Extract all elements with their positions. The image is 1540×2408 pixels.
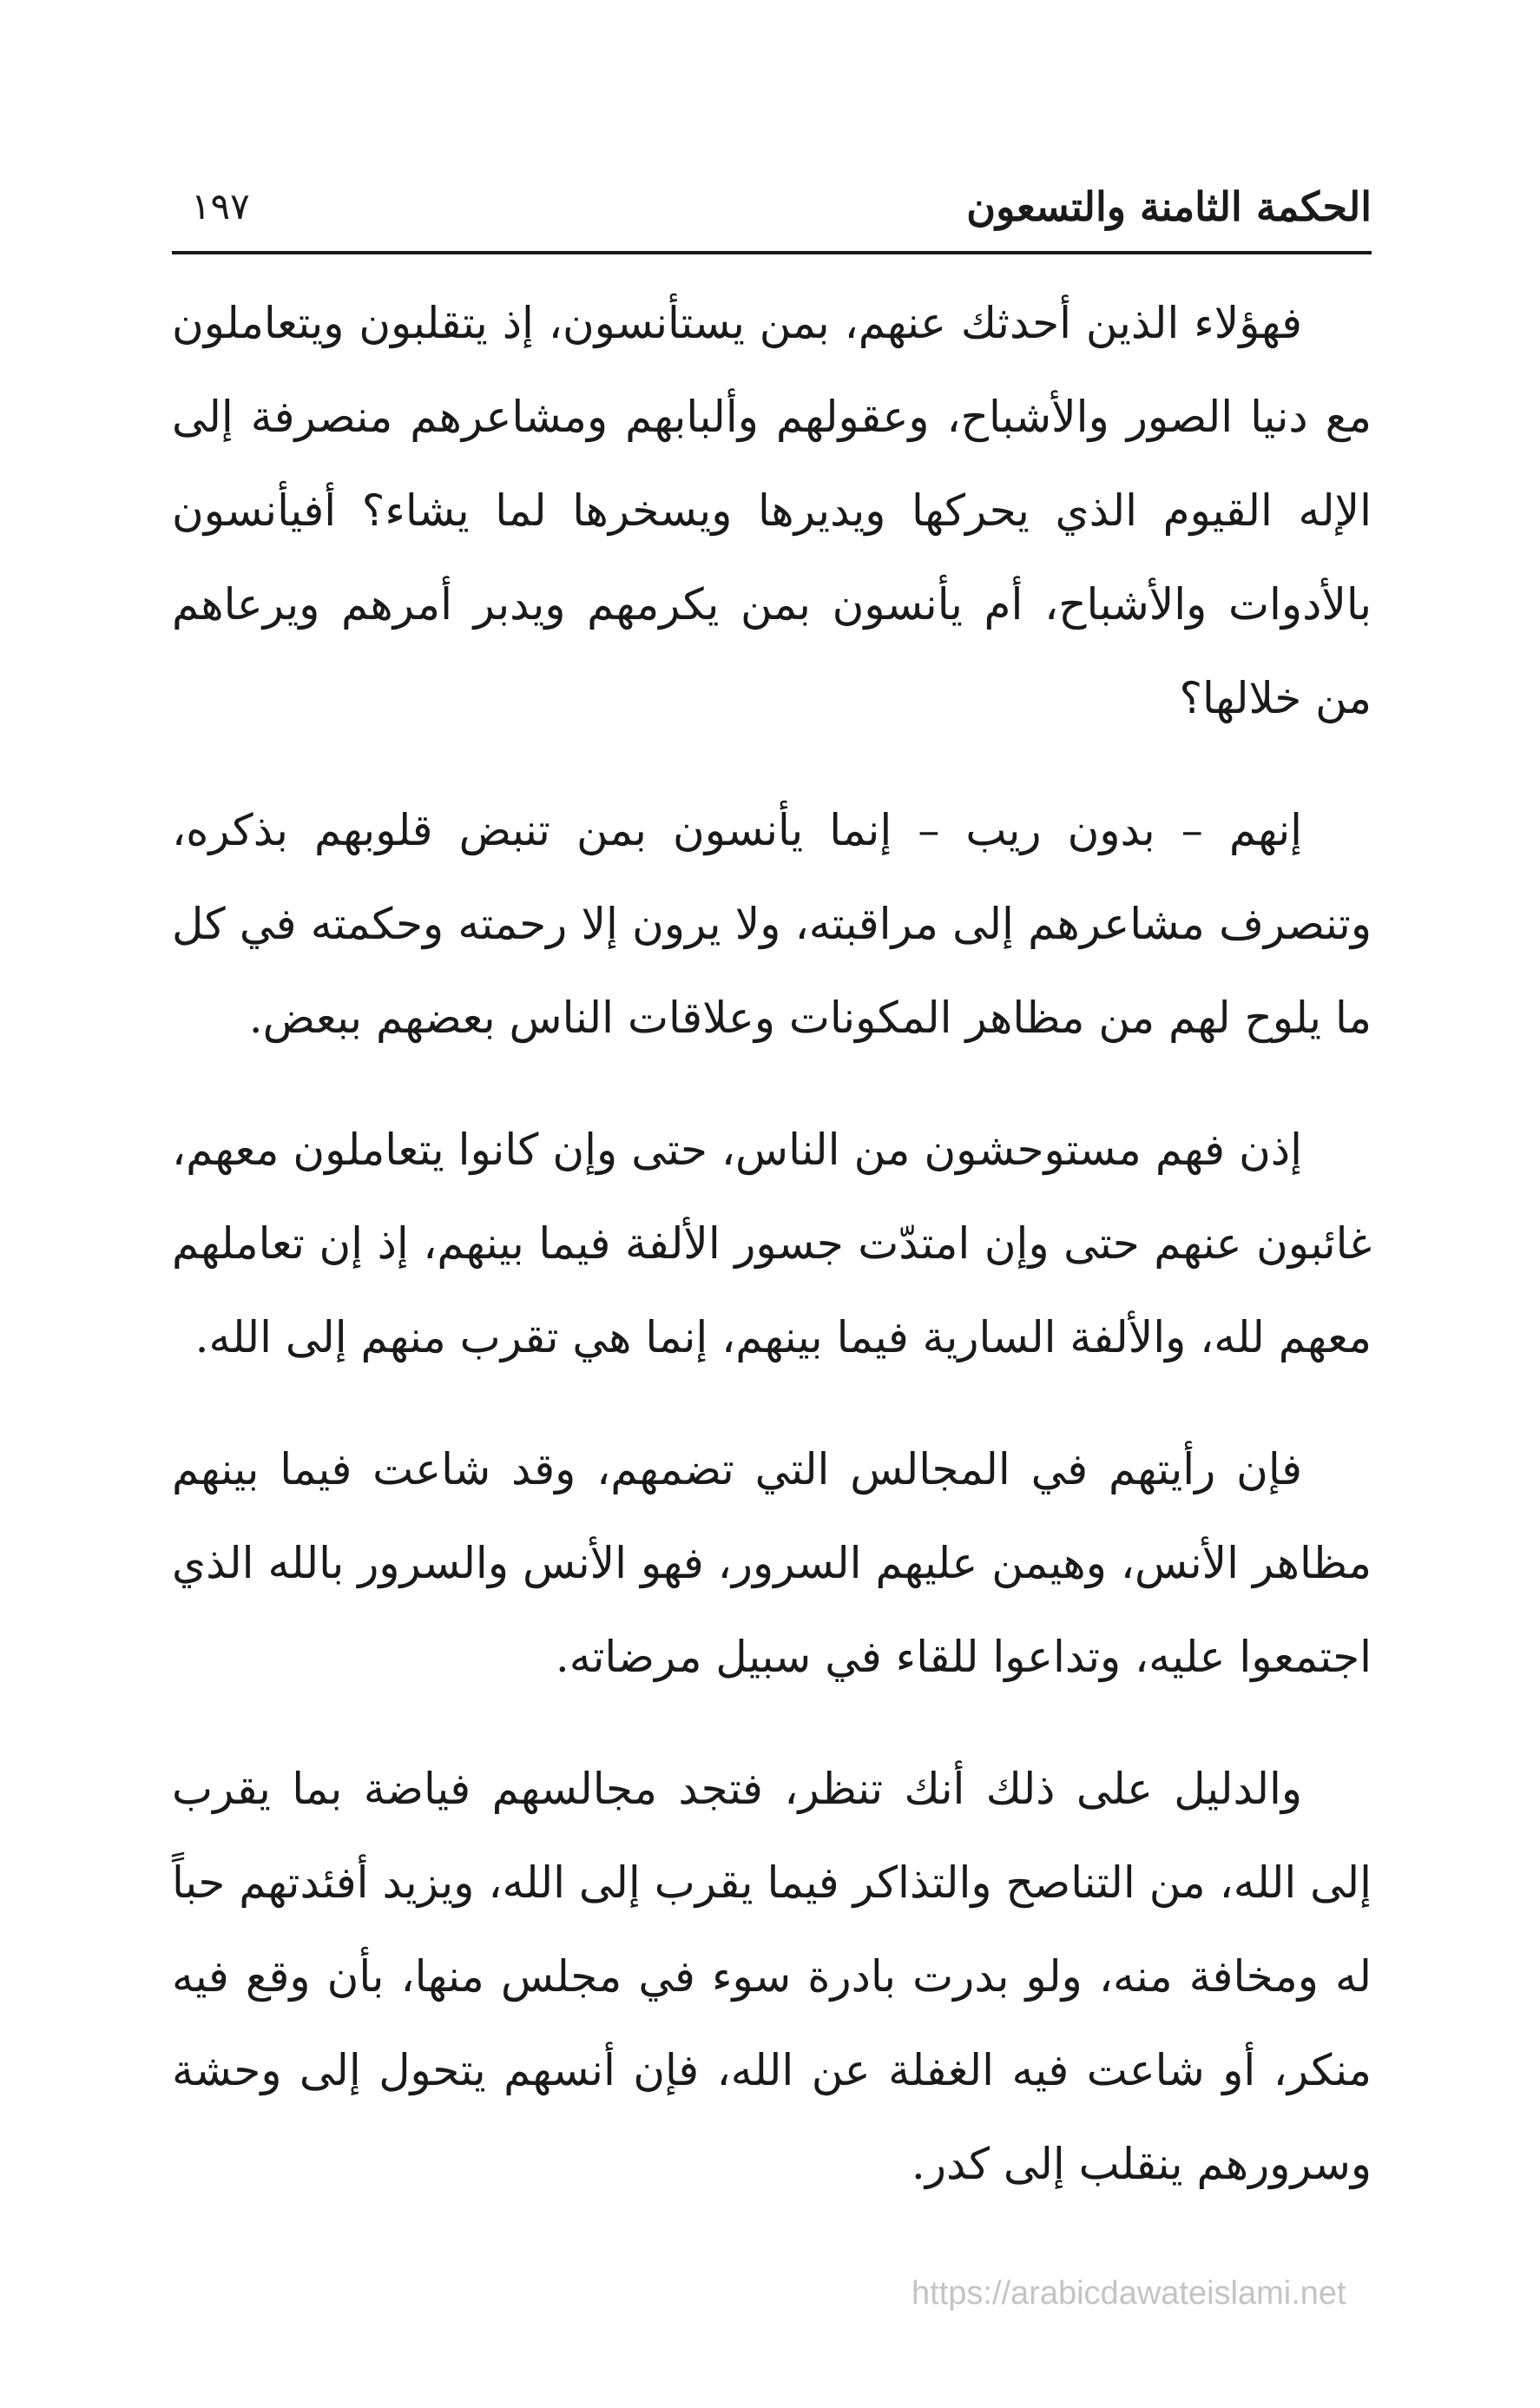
chapter-title: الحكمة الثامنة والتسعون [966,183,1372,230]
paragraph-4: فإن رأيتهم في المجالس التي تضمهم، وقد شاعت فيما بينهم مظاهر الأنس، وهيمن عليهم السرور، فهو الأنس والسرور بالله الذي اجتمعوا عليه، وتداعوا للقاء في سبيل مرضاته. [172,1444,1372,1682]
paragraph-2: إنهم – بدون ريب – إنما يأنسون بمن تنبض قلوبهم بذكره، وتنصرف مشاعرهم إلى مراقبته، ولا يرون إلا رحمته وحكمته في كل ما يلوح لهم من مظاهر المكونات وعلاقات الناس بعضهم ببعض. [172,805,1372,1043]
watermark-url: https://arabicdawateislami.net [911,2275,1346,2312]
paragraph-1: فهؤلاء الذين أحدثك عنهم، بمن يستأنسون، إذ يتقلبون ويتعاملون مع دنيا الصور والأشباح، وعقولهم وألبابهم ومشاعرهم منصرفة إلى الإله القيوم الذي يحركها ويديرها ويسخرها لما يشاء؟ أفيأنسون بالأدوات والأشباح، أم يأنسون بمن يكرمهم ويدبر أمرهم ويرعاهم من خلالها؟ [172,298,1372,723]
paragraph-3: إذن فهم مستوحشون من الناس، حتى وإن كانوا يتعاملون معهم، غائبون عنهم حتى وإن امتدّت جسور الألفة فيما بينهم، إذ إن تعاملهم معهم لله، والألفة السارية فيما بينهم، إنما هي تقرب منهم إلى الله. [172,1125,1372,1362]
paragraph-5: والدليل على ذلك أنك تنظر، فتجد مجالسهم فياضة بما يقرب إلى الله، من التناصح والتذاكر فيما يقرب إلى الله، ويزيد أفئدتهم حباً له ومخافة منه، ولو بدرت بادرة سوء في مجلس منها، بأن وقع فيه منكر، أو شاعت فيه الغفلة عن الله، فإن أنسهم يتحول إلى وحشة وسرورهم ينقلب إلى كدر. [172,1764,1372,2189]
body-text [172,276,1372,2249]
page-header [172,178,1372,254]
page-number: ١٩٧ [191,185,250,228]
